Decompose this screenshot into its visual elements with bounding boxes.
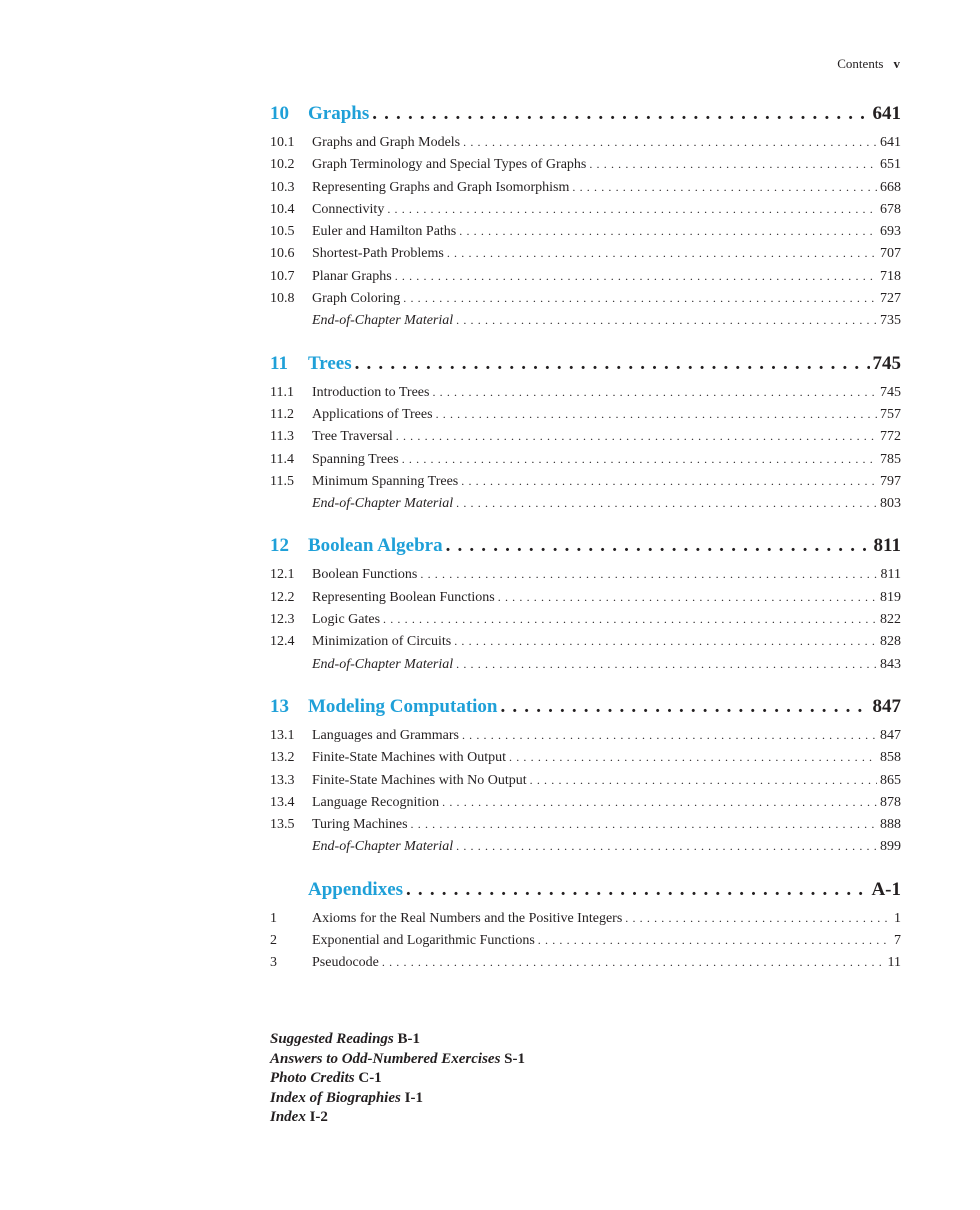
chapter-page: 641	[872, 103, 901, 124]
chapter-heading[interactable]	[270, 693, 901, 721]
section-page: 718	[880, 268, 901, 284]
section-number: 10.8	[270, 291, 295, 307]
section-number: 13.4	[270, 794, 295, 810]
section-number: 10.1	[270, 135, 295, 150]
toc-entry[interactable]	[270, 220, 901, 242]
dot-leader	[461, 470, 877, 492]
dot-leader	[530, 769, 877, 791]
chapter-13	[270, 693, 901, 858]
section-title: Logic Gates	[312, 612, 381, 628]
dot-leader	[436, 403, 877, 425]
dot-leader	[387, 198, 877, 220]
appendixes-title: Appendixes	[308, 878, 404, 900]
chapter-title: Boolean Algebra	[308, 535, 443, 557]
dot-leader	[406, 876, 868, 904]
section-number: 13.5	[270, 817, 295, 833]
section-title: End-of-Chapter Material	[312, 313, 454, 329]
section-title: Representing Boolean Functions	[312, 589, 495, 605]
section-number: 11.4	[270, 451, 294, 467]
section-title: Euler and Hamilton Paths	[312, 224, 457, 240]
section-title: Graph Coloring	[312, 291, 401, 307]
toc-entry[interactable]	[270, 242, 901, 264]
back-matter-page: I-2	[309, 1109, 328, 1125]
back-matter-title: Index of Biographies	[270, 1089, 401, 1106]
toc-entry[interactable]	[270, 176, 901, 198]
running-head	[837, 56, 900, 72]
section-number: 12.2	[270, 589, 295, 605]
chapter-page: 811	[873, 535, 901, 557]
chapter-number: 10	[270, 103, 289, 124]
section-title: Turing Machines	[312, 817, 408, 833]
chapter-page: 847	[872, 695, 901, 717]
dot-leader	[396, 425, 877, 447]
section-page: 707	[880, 246, 901, 262]
chapter-12	[270, 532, 901, 674]
section-number: 12.4	[270, 634, 295, 650]
section-title: Boolean Functions	[312, 567, 418, 583]
section-title: Introduction to Trees	[312, 384, 430, 400]
dot-leader	[454, 630, 877, 652]
section-page: 858	[880, 750, 901, 766]
toc-entry[interactable]	[270, 724, 901, 746]
section-page: 745	[880, 384, 901, 400]
back-matter-entry[interactable]	[270, 1030, 525, 1050]
table-of-contents	[270, 100, 901, 992]
appendix-entry[interactable]	[270, 907, 901, 929]
dot-leader	[459, 220, 877, 242]
section-page: 865	[880, 772, 901, 788]
toc-entry[interactable]	[270, 153, 901, 175]
back-matter-title: Photo Credits	[270, 1070, 355, 1086]
appendix-number: 1	[270, 910, 277, 926]
back-matter-title: Index	[270, 1109, 306, 1125]
section-title: Language Recognition	[312, 794, 440, 810]
section-page: 651	[880, 157, 901, 173]
section-page: 693	[880, 224, 901, 240]
toc-entry[interactable]	[270, 381, 901, 403]
section-title: Spanning Trees	[312, 451, 399, 467]
appendixes-page: A-1	[871, 878, 901, 900]
appendix-page: 1	[894, 910, 901, 926]
toc-entry[interactable]	[270, 608, 901, 630]
dot-leader	[383, 608, 877, 630]
section-title: Connectivity	[312, 201, 385, 217]
appendix-number: 3	[270, 955, 277, 971]
section-number: 10.5	[270, 224, 295, 240]
toc-entry[interactable]	[270, 630, 901, 652]
appendix-number: 2	[270, 933, 277, 949]
section-title: Applications of Trees	[312, 406, 433, 422]
back-matter-title: Suggested Readings	[270, 1031, 394, 1047]
appendix-title: Exponential and Logarithmic Functions	[312, 933, 535, 949]
section-page: 785	[880, 451, 901, 467]
dot-leader	[402, 448, 877, 470]
toc-entry[interactable]	[270, 425, 901, 447]
dot-leader	[372, 100, 869, 128]
toc-entry[interactable]	[270, 265, 901, 287]
dot-leader	[589, 153, 877, 175]
toc-entry-end-of-chapter[interactable]	[270, 309, 901, 331]
running-head-label: Contents	[837, 56, 884, 71]
dot-leader	[456, 309, 877, 331]
dot-leader	[509, 746, 877, 768]
dot-leader	[501, 693, 870, 721]
dot-leader	[432, 381, 877, 403]
section-page: 847	[880, 727, 901, 743]
chapter-heading[interactable]	[270, 532, 901, 560]
section-number: 12.3	[270, 612, 295, 628]
section-number: 10.4	[270, 201, 295, 217]
dot-leader	[456, 835, 877, 857]
section-title: Graphs and Graph Models	[312, 135, 461, 150]
chapter-number: 11	[270, 352, 288, 374]
section-page: 727	[880, 291, 901, 307]
dot-leader	[456, 492, 877, 514]
toc-entry[interactable]	[270, 131, 901, 153]
section-page: 735	[880, 313, 901, 329]
section-title: Tree Traversal	[312, 429, 393, 445]
chapter-title: Trees	[308, 352, 352, 374]
dot-leader	[498, 586, 877, 608]
appendix-page: 11	[887, 955, 901, 971]
appendix-entry[interactable]	[270, 951, 901, 973]
dot-leader	[403, 287, 877, 309]
section-page: 822	[880, 612, 901, 628]
chapter-number: 12	[270, 535, 289, 557]
page-number: v	[893, 56, 900, 71]
chapter-title: Graphs	[308, 103, 370, 124]
back-matter-page: C-1	[358, 1070, 382, 1086]
dot-leader	[538, 929, 891, 951]
section-number: 10.3	[270, 179, 295, 195]
toc-entry[interactable]	[270, 746, 901, 768]
section-number: 11.5	[270, 473, 294, 489]
back-matter-entry[interactable]	[270, 1108, 525, 1128]
toc-entry-end-of-chapter[interactable]	[270, 492, 901, 514]
back-matter-entry[interactable]	[270, 1089, 525, 1109]
toc-entry[interactable]	[270, 586, 901, 608]
dot-leader	[395, 265, 877, 287]
chapter-heading[interactable]	[270, 350, 901, 378]
section-title: Minimization of Circuits	[312, 634, 452, 650]
appendix-entry[interactable]	[270, 929, 901, 951]
toc-entry[interactable]	[270, 287, 901, 309]
chapter-10	[270, 100, 901, 332]
toc-entry[interactable]	[270, 563, 901, 585]
section-page: 641	[880, 135, 901, 150]
back-matter-page: B-1	[397, 1031, 421, 1047]
section-number: 11.3	[270, 429, 294, 445]
toc-entry[interactable]	[270, 813, 901, 835]
back-matter-page: S-1	[504, 1050, 526, 1067]
back-matter-title: Answers to Odd-Numbered Exercises	[270, 1050, 501, 1067]
back-matter-page: I-1	[404, 1089, 423, 1106]
section-number: 10.6	[270, 246, 295, 262]
dot-leader	[442, 791, 877, 813]
dot-leader	[382, 951, 885, 973]
toc-entry[interactable]	[270, 769, 901, 791]
dot-leader	[446, 532, 871, 560]
chapter-heading[interactable]	[270, 100, 901, 128]
section-page: 757	[880, 406, 901, 422]
section-page: 803	[880, 496, 901, 512]
section-page: 878	[880, 794, 901, 810]
appendixes	[270, 876, 901, 974]
section-number: 13.1	[270, 727, 295, 743]
toc-entry[interactable]	[270, 791, 901, 813]
back-matter-entry[interactable]	[270, 1050, 525, 1070]
toc-entry-end-of-chapter[interactable]	[270, 835, 901, 857]
toc-entry-end-of-chapter[interactable]	[270, 653, 901, 675]
chapter-number: 13	[270, 695, 289, 717]
dot-leader	[355, 350, 870, 378]
section-title: End-of-Chapter Material	[312, 496, 454, 512]
section-number: 11.2	[270, 406, 294, 422]
section-number: 13.3	[270, 772, 295, 788]
section-page: 797	[880, 473, 901, 489]
section-page: 668	[880, 179, 901, 195]
section-title: Minimum Spanning Trees	[312, 473, 459, 489]
dot-leader	[462, 724, 877, 746]
section-number: 11.1	[270, 384, 294, 400]
back-matter-entry[interactable]	[270, 1069, 525, 1089]
section-number: 12.1	[270, 567, 295, 583]
toc-entry[interactable]	[270, 403, 901, 425]
section-title: Shortest-Path Problems	[312, 246, 444, 262]
section-title: End-of-Chapter Material	[312, 839, 454, 855]
appendix-title: Axioms for the Real Numbers and the Positive Integers	[312, 910, 623, 926]
dot-leader	[420, 563, 877, 585]
section-title: Planar Graphs	[312, 268, 392, 284]
section-page: 828	[880, 634, 901, 650]
dot-leader	[456, 653, 877, 675]
dot-leader	[463, 131, 877, 153]
section-page: 899	[880, 839, 901, 855]
dot-leader	[447, 242, 877, 264]
section-title: Finite-State Machines with No Output	[312, 772, 527, 788]
section-page: 772	[880, 429, 901, 445]
toc-entry[interactable]	[270, 470, 901, 492]
section-number: 10.2	[270, 157, 295, 173]
appendixes-heading[interactable]	[270, 876, 901, 904]
section-title: End-of-Chapter Material	[312, 656, 454, 672]
section-page: 843	[880, 656, 901, 672]
section-number: 10.7	[270, 268, 295, 284]
appendix-title: Pseudocode	[312, 955, 379, 971]
chapter-11	[270, 350, 901, 515]
back-matter-list	[270, 1030, 525, 1128]
dot-leader	[625, 907, 891, 929]
section-page: 888	[880, 817, 901, 833]
chapter-page: 745	[872, 352, 901, 374]
dot-leader	[572, 176, 877, 198]
section-title: Languages and Grammars	[312, 727, 459, 743]
section-page: 678	[880, 201, 901, 217]
toc-entry[interactable]	[270, 198, 901, 220]
toc-entry[interactable]	[270, 448, 901, 470]
section-page: 811	[880, 567, 901, 583]
section-page: 819	[880, 589, 901, 605]
section-title: Representing Graphs and Graph Isomorphism	[312, 179, 570, 195]
appendix-page: 7	[894, 933, 901, 949]
chapter-title: Modeling Computation	[308, 695, 498, 717]
dot-leader	[411, 813, 877, 835]
section-title: Graph Terminology and Special Types of Graphs	[312, 157, 587, 173]
section-title: Finite-State Machines with Output	[312, 750, 507, 766]
section-number: 13.2	[270, 750, 295, 766]
